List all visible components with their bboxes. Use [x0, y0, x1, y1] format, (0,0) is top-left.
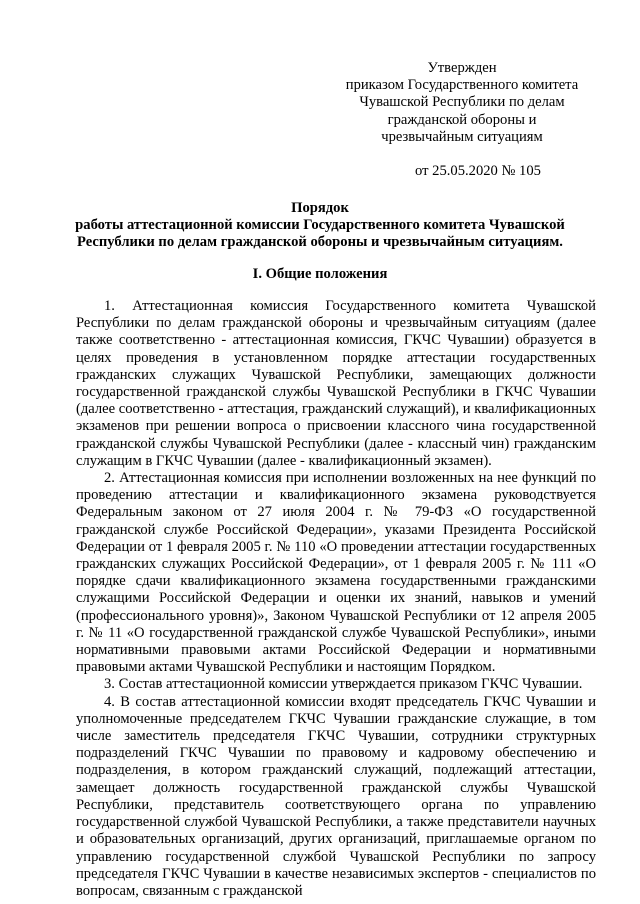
paragraph: 1. Аттестационная комиссия Государственного комитета Чувашской Республики по делам гражданской обороны и чрезвычайным ситуациям (далее также соответственно - аттестационная комиссия, ГКЧС Чувашии) образуется в целях проведения в установленном порядке аттестации государственных гражданских служащих Чувашской Республики, замещающих должности государственной гражданской службы Чувашской Республики в ГКЧС Чувашии (далее соответственно - аттестация, гражданский служащий), и квалификационных экзаменов при решении вопроса о присвоении классного чина государственной гражданской службы Чувашской Республики (далее - классный чин) гражданским служащим в ГКЧС Чувашии (далее - квалификационный экзамен).: [76, 298, 596, 469]
approval-stamp: [322, 60, 602, 180]
paragraph: 3. Состав аттестационной комиссии утверждается приказом ГКЧС Чувашии.: [104, 676, 583, 693]
paragraph: 2. Аттестационная комиссия при исполнении возложенных на нее функций по проведению аттестации и квалификационного экзамена руководствуется Федеральным законом от 27 июля 2004 г. № 79-ФЗ «О государственной гражданской службе Российской Федерации», указами Президента Российской Федерации от 1 февраля 2005 г. № 110 «О проведении аттестации государственных гражданских служащих Российской Федерации», от 1 февраля 2005 г. № 111 «О порядке сдачи квалификационного экзамена государственными гражданскими служащими Российской Федерации и оценки их знаний, навыков и умений (профессионального уровня)», Законом Чувашской Республики от 12 апреля 2005 г. № 11 «О государственной гражданской службе Чувашской Республики», иными нормативными правовыми актами Российской Федерации и нормативными правовыми актами Чувашской Республики и настоящим Порядком.: [76, 470, 596, 676]
title-line: Республики по делам гражданской обороны и чрезвычайным ситуациям.: [77, 234, 563, 251]
paragraph: 4. В состав аттестационной комиссии входят председатель ГКЧС Чувашии и уполномоченные председателем ГКЧС Чувашии гражданские служащие, в том числе заместитель председателя ГКЧС Чувашии, сотрудники структурных подразделений ГКЧС Чувашии по правовому и кадровому обеспечению и подразделения, в котором гражданский служащий, подлежащий аттестации, замещает должность государственной гражданской службы Чувашской Республики, представитель соответствующего органа по управлению государственной службой Чувашской Республики, а также представители научных и образовательных организаций, других организаций, приглашаемые органом по управлению государственной службой Чувашской Республики по запросу председателя ГКЧС Чувашии в качестве независимых экспертов - специалистов по вопросам, связанным с гражданской: [76, 693, 596, 899]
approval-line: приказом Государственного комитета: [345, 77, 579, 94]
section-title: I. Общие положения: [252, 266, 388, 282]
approval-date: от 25.05.2020 № 105: [415, 163, 541, 180]
document-title: [70, 200, 570, 252]
title-line: работы аттестационной комиссии Государственного комитета Чувашской: [75, 217, 565, 234]
approval-line: Чувашской Республики по делам: [359, 94, 565, 111]
title-heading: Порядок: [291, 200, 349, 216]
approval-line: гражданской обороны и: [387, 111, 537, 128]
approval-line: чрезвычайным ситуациям: [381, 128, 543, 145]
approval-line: Утвержден: [427, 60, 497, 76]
document-body: [76, 298, 596, 900]
